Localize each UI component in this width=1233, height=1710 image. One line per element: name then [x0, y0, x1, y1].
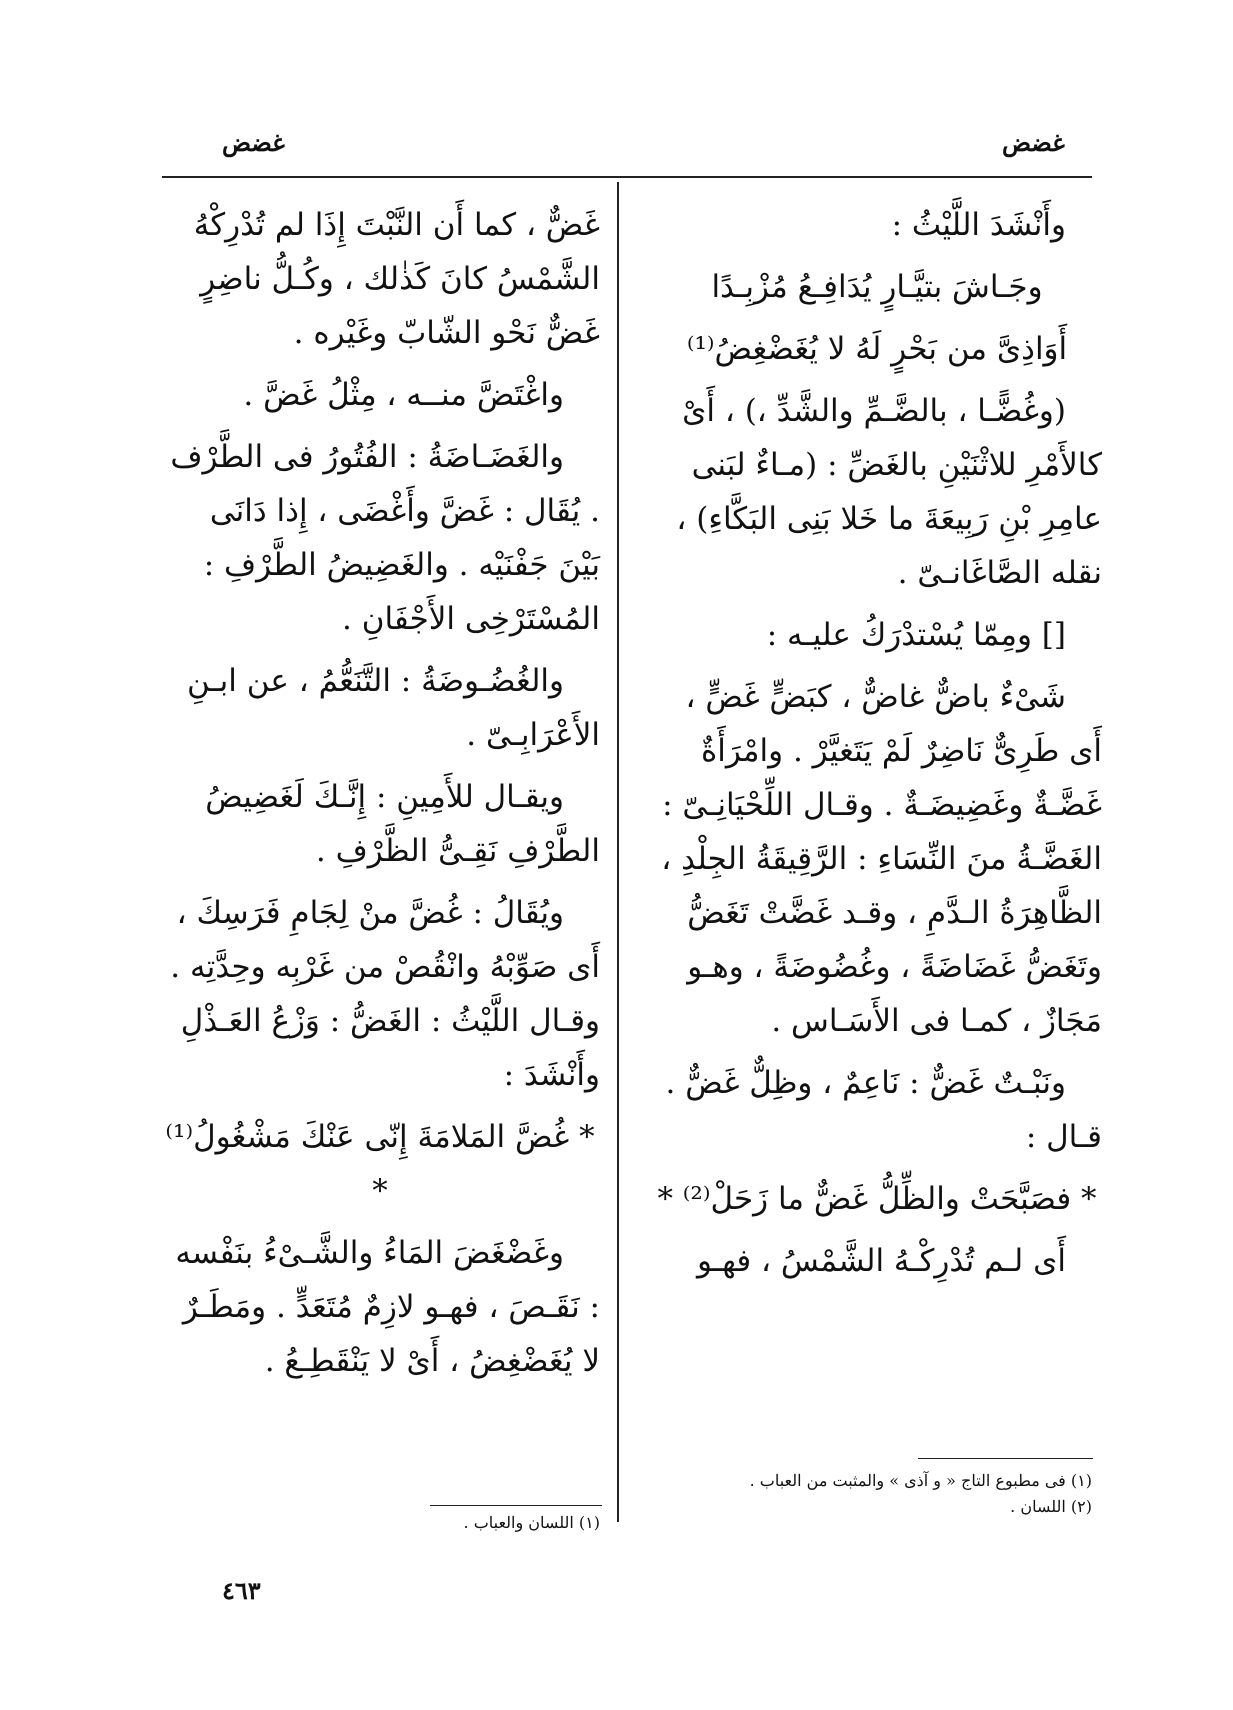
left-column [160, 198, 600, 1396]
verse-line: وجَـاشَ بتيَّـارٍ يُدَافِـعُ مُزْبِـدًا [711, 269, 1043, 305]
footnote: (١) فى مطبوع التاج « و آذى » والمثبت من العباب . [749, 1471, 1092, 1490]
paragraph: وأَنْشَدَ اللَّيْثُ : [891, 207, 1066, 243]
paragraph: ونَبْـتٌ غَضٌّ : نَاعِمٌ ، وظِلٌّ غَضٌّ . قـال : [665, 1065, 1102, 1155]
paragraph: ويقـال للأَمِينِ : إِنَّـكَ لَغَضِيضُ الطَّرْفِ نَقِـىُّ الظَّرْفِ . [205, 779, 600, 869]
footnote: (٢) اللسان . [1010, 1497, 1092, 1516]
column-divider [617, 182, 619, 1522]
footnote-rule [430, 1505, 602, 1506]
verse-line: أَوَاذِىَّ من بَحْرٍ لَهُ لا يُغَضْغِضُ⁽¹⁾ [686, 331, 1068, 367]
paragraph: ويُقَالُ : غُضَّ منْ لِجَامِ فَرَسِكَ ، أَى صَوِّبْهُ وانْقُصْ من غَرْبِه وحِدَّتِه . وقـال اللَّيْثُ : الغَضُّ : وَزْعُ العَـذْلِ وأَنْشَدَ : [170, 895, 600, 1093]
page-number: ٤٦٣ [222, 1576, 261, 1605]
running-head-left: غضض [222, 128, 285, 157]
paragraph: غَضٌّ ، كما أَن النَّبْتَ إِذَا لم تُدْرِكْهُ الشَّمْسُ كانَ كَذٰلك ، وكُـلُّ ناضِرٍ غَضٌّ نَحْو الشّابّ وغَيْره . [193, 207, 600, 351]
paragraph: شَىْءٌ باضٌّ غاضٌّ ، كبَضٍّ غَضٍّ ، أَى طَرِىٌّ نَاضِرٌ لَمْ يَتَغيَّرْ . وامْرَأَةٌ غَضَّـةٌ وغَضِيضَـةٌ . وقـال اللِّحْيَانِـىّ : الغَضَّـةُ منَ النِّسَاءِ : الرَّقِيقَةُ الجِلْدِ ، الظَّاهِرَةُ الـدَّمِ ، وقـد غَضَّتْ تَغَضُّ وتَغَضُّ غَضَاضَةً ، وغُضُوضَةً ، وهـو مَجَازٌ ، كمـا فى الأَسَـاس . [661, 679, 1102, 1039]
footnote-rule [918, 1458, 1093, 1459]
paragraph: واغْتَضَّ منــه ، مِثْلُ غَضَّ . [243, 377, 564, 413]
paragraph: والغُضُـوضَةُ : التَّنَعُّمُ ، عن ابـنِ الأَعْرَابِـىّ . [187, 663, 600, 753]
running-head-right: غضض [1002, 128, 1065, 157]
footnotes-left [330, 1510, 600, 1536]
verse-line: * فصَبَّحَتْ والظِّلُّ غَضٌّ ما زَحَلْ⁽²⁾ * [657, 1181, 1097, 1217]
paragraph: والغَضَـاضَةُ : الفُتُورُ فى الطَّرْف . يُقَال : غَضَّ وأَغْضَى ، إِذا دَانَى بَيْنَ جَفْنَيْه . والغَضِيضُ الطَّرْفِ : المُسْتَرْخِى الأَجْفَانِ . [170, 439, 600, 637]
header-rule [162, 176, 1092, 178]
right-column [652, 198, 1102, 1296]
footnote: (١) اللسان والعباب . [463, 1513, 600, 1532]
verse-line: * غُضَّ المَلامَةَ إِنّى عَنْكَ مَشْغُولُ⁽¹⁾ * [165, 1119, 595, 1209]
paragraph: (وغُضًّـا ، بالضَّـمِّ والشَّدِّ ،) ، أَىْ كالأَمْرِ للاثْنَيْنِ بالغَضِّ : (مـاءٌ لبَنى عامِرِ بْنِ رَبِيعَةَ ما خَلا بَنِى البَكَّاءِ) ، نقله الصَّاغَانـىّ . [676, 393, 1102, 591]
paragraph: [] ومِمّا يُسْتدْرَكُ عليـه : [766, 617, 1066, 653]
paragraph: أَى لـم تُدْرِكْـهُ الشَّمْسُ ، فهـو [696, 1243, 1066, 1279]
paragraph: وغَضْغَضَ المَاءُ والشَّـىْءُ بنَفْسه : نَقَـصَ ، فهـو لازِمٌ مُتَعَدٍّ . ومَطَـرٌ لا يُغَضْغِضُ ، أَىْ لا يَنْقَطِـعُ . [175, 1235, 600, 1379]
footnotes-right [652, 1468, 1092, 1520]
